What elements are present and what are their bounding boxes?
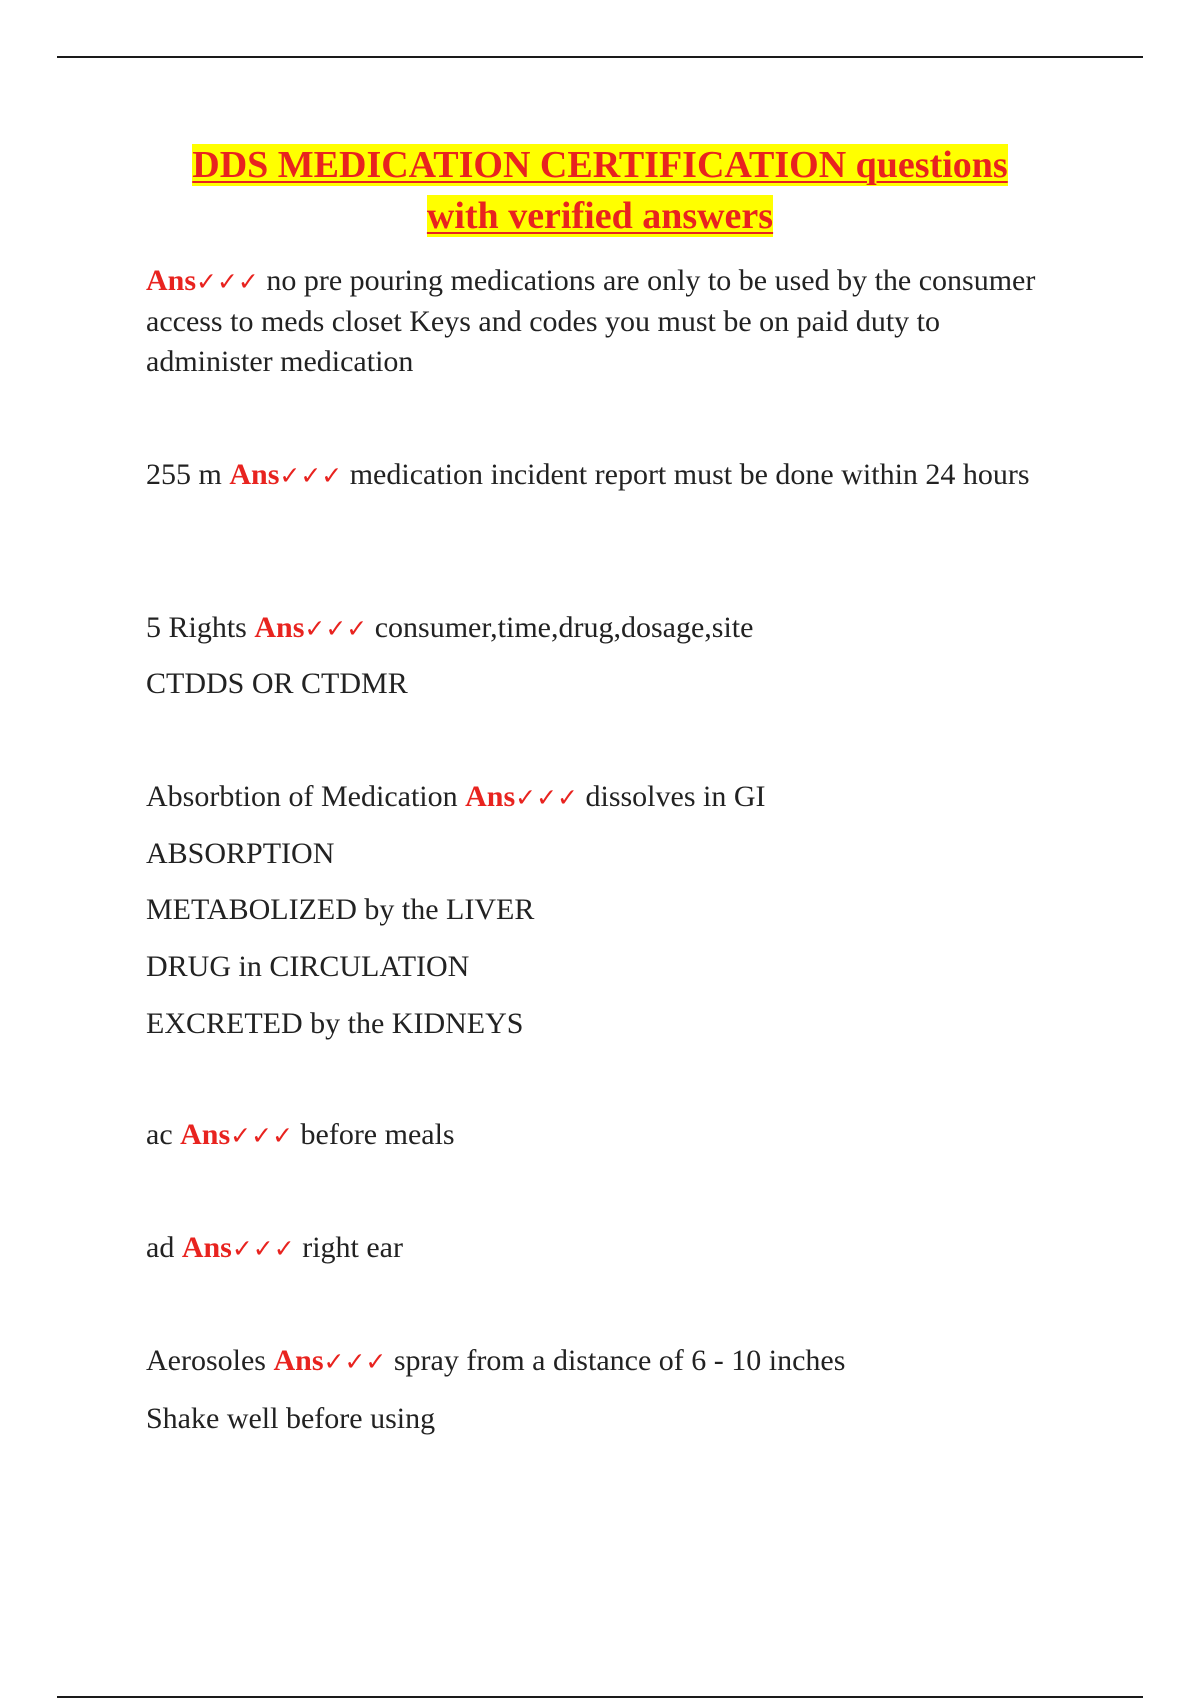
checkmark-icon: ✓✓✓	[196, 267, 259, 296]
extra-line: DRUG in CIRCULATION	[146, 950, 470, 983]
title-line-2: with verified answers	[426, 195, 774, 237]
ans-label: Ans	[146, 264, 197, 297]
answer-text: before meals	[300, 1118, 455, 1151]
qa-entry	[146, 1341, 1046, 1382]
ans-label: Ans	[465, 780, 516, 813]
qa-entry	[146, 1228, 1046, 1269]
qa-entry	[146, 608, 1046, 649]
term-text: Aerosoles	[146, 1344, 266, 1377]
ans-label: Ans	[229, 458, 280, 491]
ans-label: Ans	[180, 1118, 231, 1151]
checkmark-icon: ✓✓✓	[304, 614, 368, 643]
qa-entry	[146, 1115, 1046, 1156]
extra-line: ABSORPTION	[146, 837, 335, 870]
ans-label: Ans	[181, 1231, 232, 1264]
extra-line: CTDDS OR CTDMR	[146, 667, 408, 700]
qa-entry	[146, 777, 1046, 818]
ans-label: Ans	[273, 1344, 324, 1377]
title-line-1: DDS MEDICATION CERTIFICATION questions	[192, 144, 1008, 186]
answer-text: consumer,time,drug,dosage,site	[374, 611, 754, 644]
checkmark-icon: ✓✓✓	[231, 1234, 295, 1263]
term-text: 5 Rights	[146, 611, 247, 644]
qa-entry	[146, 455, 1046, 496]
ans-label: Ans	[254, 611, 305, 644]
term-text: ad	[146, 1231, 175, 1264]
term-text: Absorbtion of Medication	[146, 780, 458, 813]
answer-text: right ear	[302, 1231, 403, 1264]
answer-text: medication incident report must be done within 24 hours	[349, 458, 1030, 491]
answer-text: spray from a distance of 6 - 10 inches	[393, 1344, 846, 1377]
qa-entry	[146, 261, 1046, 382]
checkmark-icon: ✓✓✓	[515, 783, 578, 812]
footer-rule	[57, 1696, 1143, 1698]
extra-line: Shake well before using	[146, 1402, 436, 1435]
answer-text: no pre pouring medications are only to be used by the consumer access to meds closet Keys and codes you must be on paid duty to administer medication	[146, 264, 1036, 378]
header-rule	[57, 56, 1143, 58]
answer-text: dissolves in GI	[585, 780, 766, 813]
document-title	[100, 140, 1100, 242]
extra-line: EXCRETED by the KIDNEYS	[146, 1007, 524, 1040]
checkmark-icon: ✓✓✓	[279, 461, 343, 490]
extra-line: METABOLIZED by the LIVER	[146, 893, 535, 926]
checkmark-icon: ✓✓✓	[230, 1121, 294, 1150]
checkmark-icon: ✓✓✓	[323, 1347, 387, 1376]
term-text: 255 m	[146, 458, 222, 491]
term-text: ac	[146, 1118, 173, 1151]
